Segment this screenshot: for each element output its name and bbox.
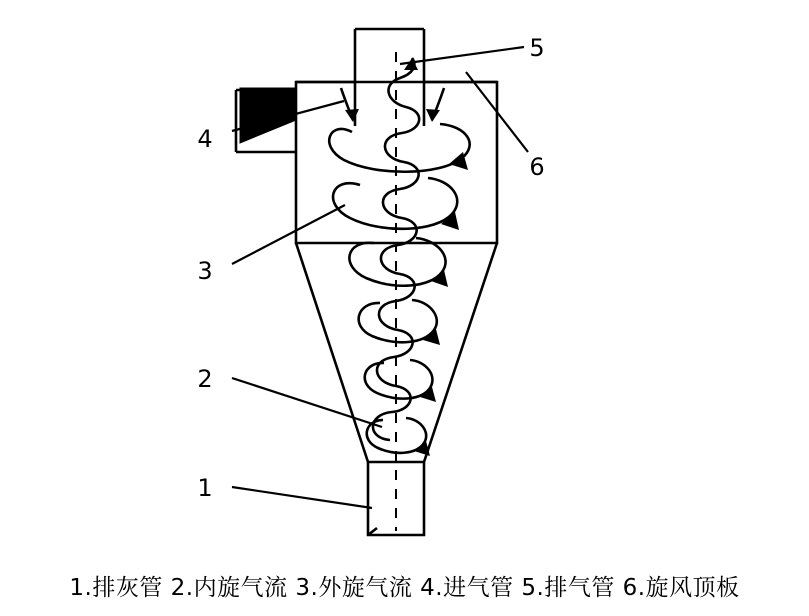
leader-line-1	[232, 487, 372, 508]
callout-label-2: 2	[197, 365, 213, 393]
inlet-flow-arrowheads	[345, 109, 440, 122]
inlet-flow-arrows	[341, 88, 444, 120]
outer-loop-5	[365, 360, 433, 399]
callout-label-4: 4	[197, 125, 213, 153]
callout-label-6: 6	[529, 153, 545, 181]
leader-line-3	[232, 205, 345, 264]
leader-line-2	[232, 378, 382, 427]
callout-label-1: 1	[197, 474, 213, 502]
outer-loop-4	[359, 300, 437, 342]
callout-label-3: 3	[197, 257, 213, 285]
callout-label-5: 5	[529, 34, 545, 62]
outer-vortex-spiral	[329, 124, 469, 453]
arrow-inlet-right	[426, 109, 440, 122]
figure-caption: 1.排灰管 2.内旋气流 3.外旋气流 4.进气管 5.排气管 6.旋风顶板	[69, 575, 740, 601]
arrow-inlet-left	[345, 109, 359, 122]
leader-line-5	[400, 47, 524, 64]
outer-loop-1	[329, 124, 469, 172]
cone-outline	[296, 243, 497, 462]
inlet-duct	[236, 88, 296, 152]
